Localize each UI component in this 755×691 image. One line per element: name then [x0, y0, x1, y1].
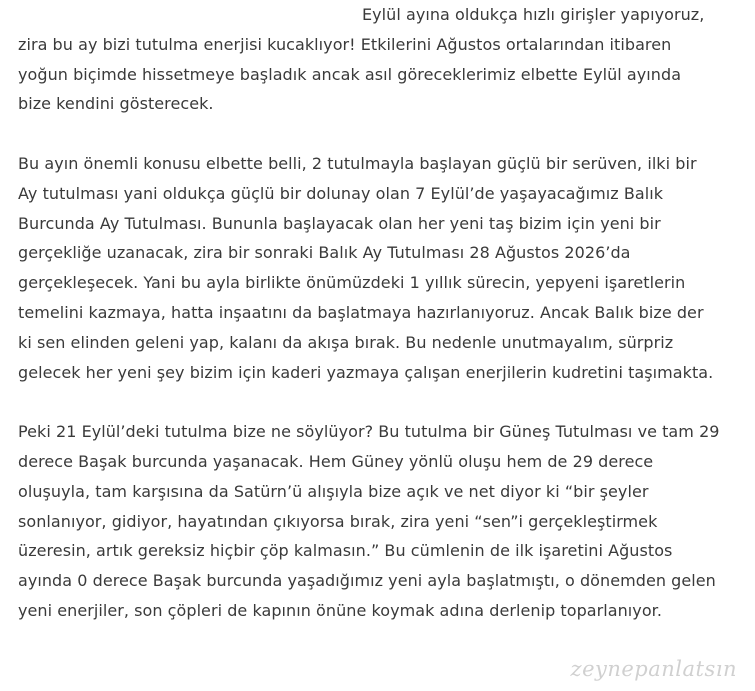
article-body	[18, 0, 738, 656]
paragraph-gunes-tutulmasi: Peki 21 Eylül’deki tutulma bize ne söylüyor? Bu tutulma bir Güneş Tutulması ve tam 29 derece Başak burcunda yaşanacak. Hem Güney yönlü oluşu hem de 29 derece oluşuyla, tam karşısına da Satürn’ü alışıyla bize açık ve net diyor ki “bir şeyler sonlanıyor, gidiyor, hayatından çıkıyorsa bırak, zira yeni “sen”i gerçekleştirmek üzeresin, artık gereksiz hiçbir çöp kalmasın.” Bu cümlenin de ilk işaretini Ağustos ayında 0 derece Başak burcunda yaşadığımız yeni ayla başlatmıştı, o dönemden gelen yeni enerjiler, son çöpleri de kapının önüne koymak adına derlenip toparlanıyor.	[18, 422, 720, 620]
paragraph-balik-ay-tutulmasi: Bu ayın önemli konusu elbette belli, 2 tutulmayla başlayan güçlü bir serüven, ilki bir Ay tutulması yani oldukça güçlü bir dolunay olan 7 Eylül’de yaşayacağımız Balık Burcunda Ay Tutulması. Bununla başlayacak olan her yeni taş bizim için yeni bir gerçekliğe uzanacak, zira bir sonraki Balık Ay Tutulması 28 Ağustos 2026’da gerçekleşecek. Yani bu ayla birlikte önümüzdeki 1 yıllık sürecin, yepyeni işaretlerin temelini kazmaya, hatta inşaatını da başlatmaya hazırlanıyoruz. Ancak Balık bize der ki sen elinden geleni yap, kalanı da akışa bırak. Bu nedenle unutmayalım, sürpriz gelecek her yeni şey bizim için kaderi yazmaya çalışan enerjilerin kudretini taşımakta.	[18, 153, 714, 382]
paragraph-eylul-intro: Eylül ayına oldukça hızlı girişler yapıyoruz, zira bu ay bizi tutulma enerjisi kucaklıyor! Etkilerini Ağustos ortalarından itibaren yoğun biçimde hissetmeye başladık ancak asıl göreceklerimiz elbette Eylül ayında bize kendini gösterecek.	[18, 5, 705, 114]
watermark: zeynepanlatsın	[570, 657, 737, 681]
